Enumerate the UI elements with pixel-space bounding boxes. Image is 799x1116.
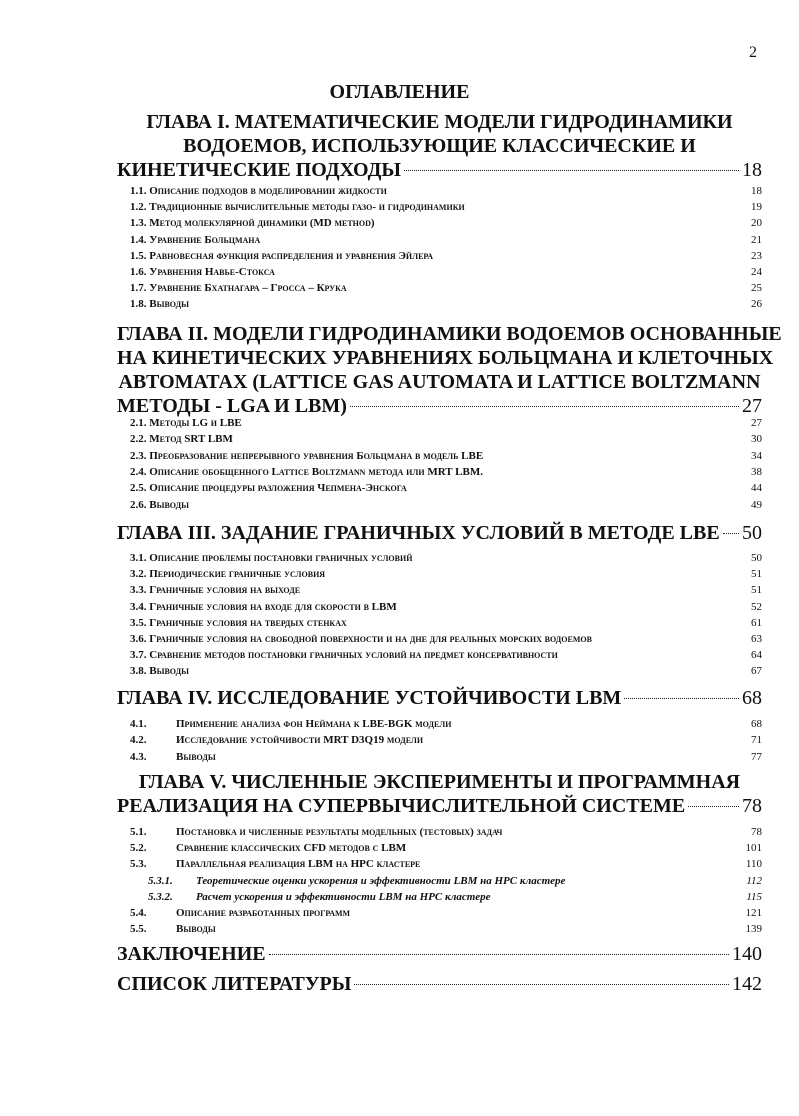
toc-entry-title	[130, 600, 397, 614]
chapter-heading-last-line	[117, 794, 762, 818]
toc-entry-text: Применение анализа фон Неймана к LBE-BGK модели	[176, 718, 452, 730]
toc-entry-text: 2.5. Описание процедуры разложения Чепмена-Энскога	[130, 482, 407, 495]
page-number: 2	[749, 44, 757, 61]
toc-entry-title	[130, 717, 451, 731]
toc-entry-page: 112	[746, 874, 762, 887]
toc-entry-text: 2.4. Описание обобщенного Lattice Boltzmann метода или MRT LBM.	[130, 465, 483, 478]
toc-entry[interactable]	[130, 616, 762, 630]
chapter-page: 68	[742, 687, 762, 709]
chapter-page: 78	[742, 795, 762, 817]
chapter-page: 50	[742, 522, 762, 544]
toc-entry-page: 25	[751, 282, 762, 295]
toc-entry-text: 1.5. Равновесная функция распределения и уравнения Эйлера	[130, 249, 434, 262]
toc-entry-page: 101	[745, 842, 762, 855]
toc-entry-text: 1.8. Выводы	[130, 298, 189, 311]
chapter-heading-line: АВТОМАТАХ (LATTICE GAS AUTOMATA И LATTICE BOLTZMANN	[118, 371, 761, 393]
toc-entry-page: 44	[751, 482, 762, 495]
toc-entry-title	[130, 297, 189, 311]
toc-entry-title	[148, 874, 565, 888]
toc-entry-text: 3.8. Выводы	[130, 665, 189, 678]
toc-entry[interactable]	[130, 265, 762, 279]
toc-entry-title	[130, 567, 325, 581]
toc-entry-text: 2.2. Метод SRT LBM	[130, 433, 233, 446]
chapter-2-heading[interactable]	[117, 322, 782, 418]
toc-entry-text: Выводы	[176, 750, 216, 763]
toc-entry-page: 27	[751, 417, 762, 429]
chapter-4-heading[interactable]	[117, 686, 762, 710]
toc-entry[interactable]	[130, 416, 762, 430]
toc-entry-title	[130, 416, 242, 430]
toc-entry-page: 63	[751, 633, 762, 645]
toc-entry-page: 51	[751, 584, 762, 597]
chapter-heading-text: КИНЕТИЧЕСКИЕ ПОДХОДЫ	[117, 159, 401, 181]
chapter-3-heading[interactable]	[117, 521, 762, 545]
toc-entry[interactable]	[130, 465, 762, 479]
toc-entry-number: 4.3.	[130, 750, 147, 763]
toc-entry-page: 30	[751, 433, 762, 446]
toc-entry-title	[130, 498, 189, 512]
toc-entry[interactable]	[130, 922, 762, 936]
toc-entry-number: 5.5.	[130, 923, 147, 936]
toc-entry[interactable]	[130, 664, 762, 678]
dot-leader	[624, 698, 739, 699]
toc-entry[interactable]	[130, 498, 762, 512]
toc-entry-page: 77	[751, 750, 762, 763]
toc-entry[interactable]	[130, 216, 762, 230]
toc-entry[interactable]	[130, 449, 762, 463]
toc-entry[interactable]	[130, 841, 762, 855]
references-heading[interactable]	[117, 972, 762, 996]
toc-entry-title	[130, 551, 412, 565]
toc-entry-title	[130, 733, 423, 747]
toc-entry-title	[130, 265, 275, 279]
toc-entry-title	[130, 825, 502, 839]
toc-entry-page: 20	[751, 217, 762, 230]
toc-entry-text: Исследование устойчивости MRT D3Q19 модели	[176, 734, 424, 747]
toc-entry-page: 23	[751, 249, 762, 262]
dot-leader	[269, 954, 729, 955]
chapter-heading-text: СПИСОК ЛИТЕРАТУРЫ	[117, 973, 352, 995]
toc-entry[interactable]	[148, 890, 762, 904]
toc-entry-text: Постановка и численные результаты модельных (тестовых) задач	[176, 826, 503, 838]
toc-entry-number: 5.3.1.	[148, 874, 173, 887]
toc-entry-text: 3.5. Граничные условия на твердых стенках	[130, 616, 347, 629]
toc-entry-text: 1.4. Уравнение Больцмана	[130, 233, 261, 246]
toc-entry-text: Выводы	[176, 923, 216, 936]
toc-entry-page: 52	[751, 600, 762, 613]
toc-entry-page: 49	[751, 498, 762, 511]
toc-entry-page: 24	[751, 266, 762, 278]
toc-entry-number: 5.1.	[130, 826, 147, 838]
toc-entry[interactable]	[130, 432, 762, 446]
chapter-heading-last-line	[117, 972, 762, 996]
chapter-heading-line: НА КИНЕТИЧЕСКИХ УРАВНЕНИЯХ БОЛЬЦМАНА И КЛЕТОЧНЫХ	[117, 347, 774, 369]
toc-entry-text: Параллельная реализация LBM на HPC кластере	[176, 858, 421, 871]
chapter-heading-text: ГЛАВА IV. ИССЛЕДОВАНИЕ УСТОЙЧИВОСТИ LBM	[117, 687, 622, 709]
toc-entry-page: 19	[751, 201, 762, 214]
toc-entry-title	[130, 750, 216, 764]
toc-entry[interactable]	[130, 233, 762, 247]
toc-entry[interactable]	[130, 583, 762, 597]
toc-entry[interactable]	[130, 200, 762, 214]
chapter-heading-last-line	[117, 158, 762, 182]
chapter-heading-line: ГЛАВА V. ЧИСЛЕННЫЕ ЭКСПЕРИМЕНТЫ И ПРОГРАММНАЯ	[138, 771, 741, 793]
chapter-heading-last-line	[117, 942, 762, 966]
toc-entry-page: 26	[751, 298, 762, 311]
toc-entry[interactable]	[130, 184, 762, 198]
toc-entry-page: 68	[751, 718, 762, 730]
toc-entry-title	[130, 922, 216, 936]
toc-entry-text: Описание разработанных программ	[176, 907, 351, 919]
dot-leader	[404, 170, 739, 171]
chapter-page: 18	[742, 159, 762, 181]
toc-entry-title	[130, 583, 300, 597]
toc-entry-title	[130, 664, 189, 678]
toc-entry-page: 67	[751, 665, 762, 678]
toc-entry-number: 5.2.	[130, 842, 147, 855]
chapter-heading-last-line	[117, 686, 762, 710]
toc-entry-number: 5.3.2.	[148, 890, 173, 903]
toc-entry-text: 3.7. Сравнение методов постановки граничных условий на предмет консервативности	[130, 649, 558, 662]
toc-entry-number: 5.3.	[130, 858, 147, 871]
toc-entry-title	[130, 857, 420, 871]
toc-entry-title	[130, 249, 433, 263]
toc-entry-text: 1.7. Уравнение Бхатнагара – Гросса – Крука	[130, 282, 347, 295]
chapter-1-heading[interactable]	[117, 110, 762, 182]
toc-entry-title	[130, 233, 260, 247]
toc-entry-title	[130, 841, 406, 855]
toc-entry-title	[130, 449, 483, 463]
toc-entry[interactable]	[130, 281, 762, 295]
toc-entry-page: 18	[751, 185, 762, 197]
toc-entry-page: 71	[751, 734, 762, 747]
toc-entry-title	[148, 890, 490, 904]
toc-entry[interactable]	[148, 874, 762, 888]
toc-entry-text: 2.6. Выводы	[130, 498, 189, 511]
toc-entry-page: 139	[745, 923, 762, 936]
toc-entry-page: 110	[745, 858, 762, 871]
toc-entry[interactable]	[130, 906, 762, 920]
toc-entry[interactable]	[130, 825, 762, 839]
toc-entry[interactable]	[130, 297, 762, 311]
toc-entry[interactable]	[130, 481, 762, 495]
toc-entry-text: 3.1. Описание проблемы постановки граничных условий	[130, 552, 413, 564]
toc-entry[interactable]	[130, 567, 762, 581]
chapter-5-heading[interactable]	[117, 770, 762, 818]
chapter-heading-last-line	[117, 521, 762, 545]
toc-entry[interactable]	[130, 717, 762, 731]
toc-entry[interactable]	[130, 733, 762, 747]
toc-entry-title	[130, 184, 387, 198]
chapter-heading-line: ВОДОЕМОВ, ИСПОЛЬЗУЮЩИЕ КЛАССИЧЕСКИЕ И	[183, 135, 696, 157]
toc-entry-title	[130, 281, 347, 295]
dot-leader	[723, 533, 739, 534]
toc-entry[interactable]	[130, 648, 762, 662]
toc-entry-title	[130, 465, 483, 479]
toc-entry-text: 1.6. Уравнения Навье-Стокса	[130, 266, 275, 278]
toc-entry-number: 5.4.	[130, 907, 147, 919]
toc-entry-title	[130, 616, 347, 630]
dot-leader	[350, 406, 739, 407]
toc-entry-page: 21	[751, 233, 762, 246]
conclusion-heading[interactable]	[117, 942, 762, 966]
chapter-heading-line: ГЛАВА II. МОДЕЛИ ГИДРОДИНАМИКИ ВОДОЕМОВ ОСНОВАННЫЕ	[117, 323, 782, 345]
toc-entry-page: 78	[751, 826, 762, 838]
chapter-heading-last-line	[117, 394, 762, 418]
toc-entry-page: 50	[751, 552, 762, 564]
toc-entry-text: Сравнение классических CFD методов с LBM	[176, 842, 407, 855]
toc-entry-title	[130, 216, 375, 230]
toc-entry[interactable]	[130, 551, 762, 565]
chapter-page: 140	[732, 943, 762, 965]
chapter-page: 142	[732, 973, 762, 995]
toc-entry-text: 2.1. Методы LG и LBE	[130, 417, 242, 429]
toc-entry-title	[130, 648, 558, 662]
toc-entry-text: 2.3. Преобразование непрерывного уравнения Больцмана в модель LBE	[130, 449, 484, 462]
toc-entry-page: 115	[746, 890, 762, 903]
toc-entry-page: 51	[751, 568, 762, 581]
dot-leader	[354, 984, 729, 985]
toc-entry-page: 34	[751, 449, 762, 462]
toc-entry-text: 3.2. Периодические граничные условия	[130, 568, 326, 581]
toc-entry-text: 3.3. Граничные условия на выходе	[130, 584, 301, 597]
toc-entry-title	[130, 432, 233, 446]
toc-entry-title	[130, 200, 465, 214]
dot-leader	[688, 806, 739, 807]
chapter-heading-text: ЗАКЛЮЧЕНИЕ	[117, 943, 266, 965]
toc-entry-page: 121	[745, 907, 762, 919]
toc-entry-title	[130, 632, 592, 646]
toc-entry-page: 38	[751, 465, 762, 478]
toc-entry-text: Теоретические оценки ускорения и эффективности LBM на HPC кластере	[196, 874, 566, 887]
toc-entry[interactable]	[130, 600, 762, 614]
toc-entry-text: Расчет ускорения и эффективности LBM на HPC кластере	[196, 890, 491, 903]
chapter-heading-text: РЕАЛИЗАЦИЯ НА СУПЕРВЫЧИСЛИТЕЛЬНОЙ СИСТЕМЕ	[117, 795, 686, 817]
toc-title: ОГЛАВЛЕНИЕ	[329, 81, 470, 103]
toc-entry[interactable]	[130, 632, 762, 646]
toc-entry-text: 3.4. Граничные условия на входе для скорости в LBM	[130, 600, 397, 613]
chapter-heading-line: ГЛАВА I. МАТЕМАТИЧЕСКИЕ МОДЕЛИ ГИДРОДИНАМИКИ	[146, 111, 733, 133]
toc-entry-text: 1.2. Традиционные вычислительные методы газо- и гидродинамики	[130, 201, 465, 214]
toc-entry[interactable]	[130, 750, 762, 764]
toc-entry-title	[130, 481, 407, 495]
toc-entry-page: 64	[751, 649, 762, 662]
toc-entry[interactable]	[130, 857, 762, 871]
chapter-heading-text: ГЛАВА III. ЗАДАНИЕ ГРАНИЧНЫХ УСЛОВИЙ В МЕТОДЕ LBE	[117, 522, 720, 544]
toc-entry-text: 1.3. Метод молекулярной динамики (MD method)	[130, 217, 375, 230]
toc-entry-text: 1.1. Описание подходов в моделировании жидкости	[130, 185, 387, 197]
toc-entry-number: 4.2.	[130, 734, 147, 747]
toc-entry-page: 61	[751, 616, 762, 629]
toc-entry-number: 4.1.	[130, 718, 147, 730]
toc-entry-title	[130, 906, 350, 920]
toc-entry-text: 3.6. Граничные условия на свободной поверхности и на дне для реальных морских водоемов	[130, 633, 592, 645]
chapter-heading-text: МЕТОДЫ - LGA И LBM)	[117, 395, 347, 417]
chapter-page: 27	[742, 395, 762, 417]
toc-entry[interactable]	[130, 249, 762, 263]
